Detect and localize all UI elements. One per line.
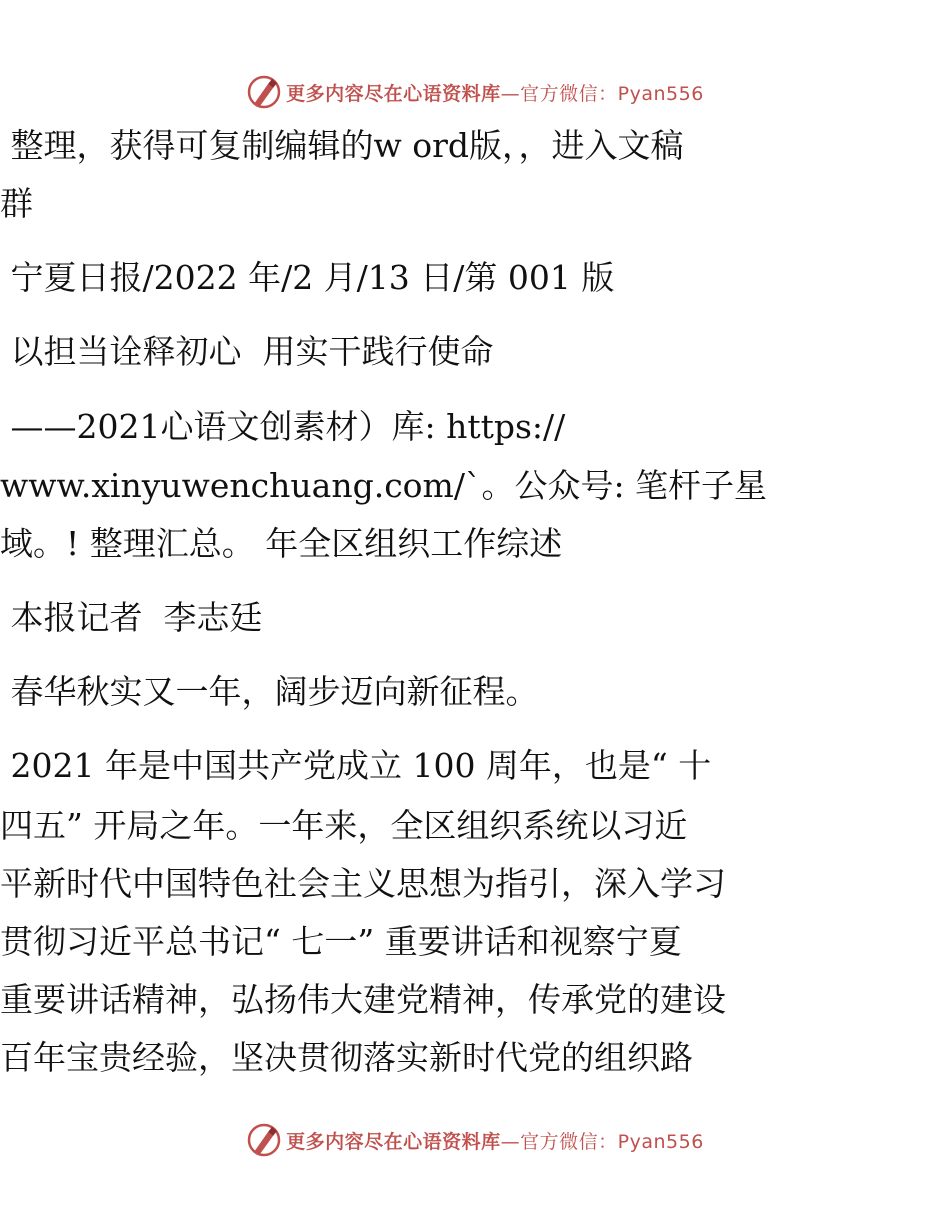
text-line: www.xinyuwenchuang.com/`。公众号: 笔杆子星 bbox=[0, 466, 768, 505]
text-line: 本报记者 李志廷 bbox=[0, 598, 263, 637]
text-line: 四五” 开局之年。一年来，全区组织系统以习近 bbox=[0, 806, 688, 845]
text-line: ——2021心语文创素材）库: https:// bbox=[0, 407, 566, 446]
text-line: 域。! 整理汇总。 年全区组织工作综述 bbox=[0, 524, 563, 563]
pen-logo-icon bbox=[246, 1122, 282, 1158]
text-line: 贯彻习近平总书记“ 七一” 重要讲话和视察宁夏 bbox=[0, 922, 682, 961]
text-line: 重要讲话精神，弘扬伟大建党精神，传承党的建设 bbox=[0, 980, 726, 1019]
text-line: 以担当诠释初心 用实干践行使命 bbox=[0, 332, 494, 371]
watermark-text: 更多内容尽在心语资料库—官方微信：Pyan556 bbox=[286, 82, 704, 105]
pen-logo-icon bbox=[246, 74, 282, 110]
text-line: 春华秋实又一年，阔步迈向新征程。 bbox=[0, 672, 539, 711]
text-line: 平新时代中国特色社会主义思想为指引，深入学习 bbox=[0, 864, 726, 903]
footer-watermark-banner bbox=[0, 1120, 950, 1160]
text-line: 群 bbox=[0, 184, 33, 223]
text-line: 百年宝贵经验，坚决贯彻落实新时代党的组织路 bbox=[0, 1038, 693, 1077]
text-line: 宁夏日报/2022 年/2 月/13 日/第 001 版 bbox=[0, 258, 615, 297]
text-line: 整理，获得可复制编辑的w ord版，，进入文稿 bbox=[0, 126, 684, 165]
text-line: 2021 年是中国共产党成立 100 周年，也是“ 十 bbox=[0, 746, 712, 785]
header-watermark-banner bbox=[0, 72, 950, 112]
watermark-text: 更多内容尽在心语资料库—官方微信：Pyan556 bbox=[286, 1130, 704, 1153]
